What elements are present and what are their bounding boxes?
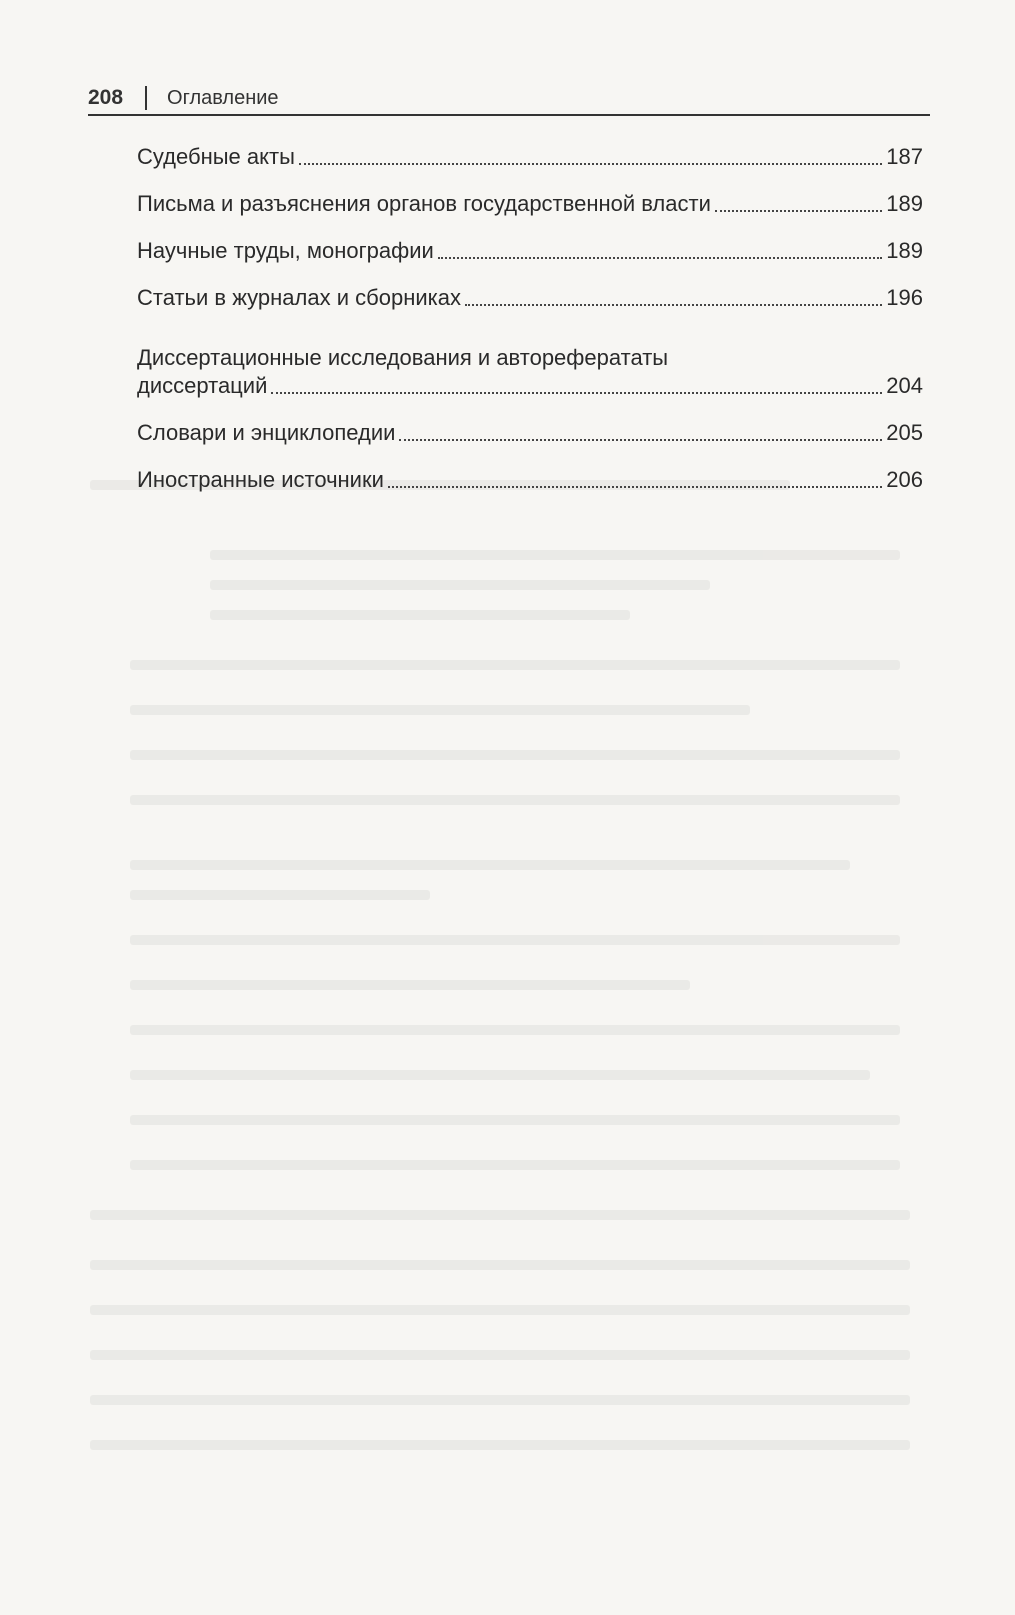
running-title: Оглавление [167, 87, 279, 109]
toc-dot-leader [465, 304, 882, 306]
toc-entry [137, 312, 923, 400]
toc-dot-leader [399, 439, 882, 441]
toc-entry-page: 187 [886, 144, 923, 169]
toc-dot-leader [715, 210, 882, 212]
toc-dot-leader [299, 163, 882, 165]
reverse-side-show-through [90, 470, 930, 1510]
toc-entry-title-line1: Диссертационные исследования и автореферататы [137, 345, 669, 370]
toc-entry-page: 189 [886, 191, 923, 216]
toc-entry [137, 218, 923, 265]
toc-entry-page: 204 [886, 373, 923, 398]
header-divider [145, 86, 147, 110]
toc-entry-title-line2: диссертаций [137, 373, 268, 398]
toc-entry-page: 196 [886, 285, 923, 310]
toc-dot-leader [271, 392, 882, 394]
toc-entry-page: 206 [886, 467, 923, 492]
toc-dot-leader [388, 486, 882, 488]
toc-entry [137, 171, 923, 218]
toc-entry [137, 400, 923, 447]
toc-entry-page: 205 [886, 420, 923, 445]
toc-entry [137, 265, 923, 312]
toc-entry-title: Иностранные источники [137, 467, 384, 492]
toc-entry-title: Статьи в журналах и сборниках [137, 285, 461, 310]
page-number: 208 [88, 86, 124, 109]
toc-entry-page: 189 [886, 238, 923, 263]
toc-entry-title: Судебные акты [137, 144, 295, 169]
toc-entry-title: Научные труды, монографии [137, 238, 434, 263]
toc-entry [137, 124, 923, 171]
page-header [88, 82, 930, 116]
toc-entry [137, 447, 923, 494]
toc-dot-leader [438, 257, 883, 259]
toc-entry-title: Письма и разъяснения органов государственной власти [137, 191, 711, 216]
toc-entry-title: Словари и энциклопедии [137, 420, 396, 445]
table-of-contents [137, 124, 923, 494]
